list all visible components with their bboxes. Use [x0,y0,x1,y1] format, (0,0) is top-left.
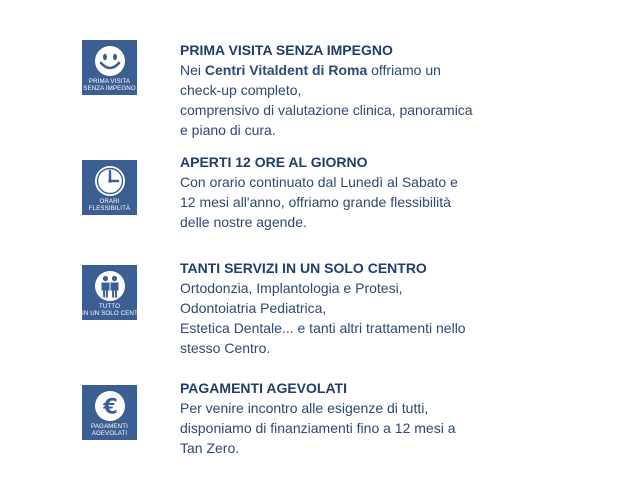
smiley-icon [93,44,127,78]
feature-line: e piano di cura. [180,122,276,138]
badge-label-line: TUTTO [98,303,120,310]
services-badge [82,265,148,320]
payments-badge [82,385,137,440]
badge-label-line: SENZA IMPEGNO [83,85,136,92]
feature-title: PRIMA VISITA SENZA IMPEGNO [180,42,393,58]
feature-line: check-up completo, [180,82,302,98]
badge-label-line: IN UN SOLO CENTRO [82,310,148,317]
feature-line: Ortodonzia, Implantologia e Protesi, [180,280,403,296]
clock-icon [93,164,127,198]
feature-line: Nei Centri Vitaldent di Roma offriamo un [180,62,441,78]
feature-line: stesso Centro. [180,340,271,356]
feature-line: Estetica Dentale... e tanti altri trattamenti nello [180,320,466,336]
brand-name: Centri Vitaldent di Roma [204,62,368,78]
feature-line: Odontoiatria Pediatrica, [180,300,327,316]
feature-line: comprensivo di valutazione clinica, panoramica [180,102,473,118]
badge-label-line: PAGAMENTI [91,423,128,430]
euro-icon [93,389,127,423]
feature-line: 12 mesi all'anno, offriamo grande flessibilità [180,194,451,210]
feature-title: APERTI 12 ORE AL GIORNO [180,154,368,170]
feature-line: Con orario continuato dal Lunedì al Sabato e [180,174,458,190]
badge-label-line: PRIMA VISITA [88,78,131,85]
hours-badge [82,160,137,215]
feature-title: TANTI SERVIZI IN UN SOLO CENTRO [180,260,427,276]
first-visit-badge [82,40,137,95]
svg-text:€: € [102,394,118,419]
feature-title: PAGAMENTI AGEVOLATI [180,380,347,396]
feature-line: Per venire incontro alle esigenze di tutti, [180,400,429,416]
badge-label-line: FLESSIBILITÀ [88,205,131,212]
feature-line: delle nostre agende. [180,214,307,230]
badge-label-line: AGEVOLATI [91,430,128,437]
feature-line: Tan Zero. [180,440,240,456]
feature-line: disponiamo di finanziamenti fino a 12 mesi a [180,420,456,436]
people-icon [93,269,127,303]
badge-label-line: ORARI [99,198,120,205]
